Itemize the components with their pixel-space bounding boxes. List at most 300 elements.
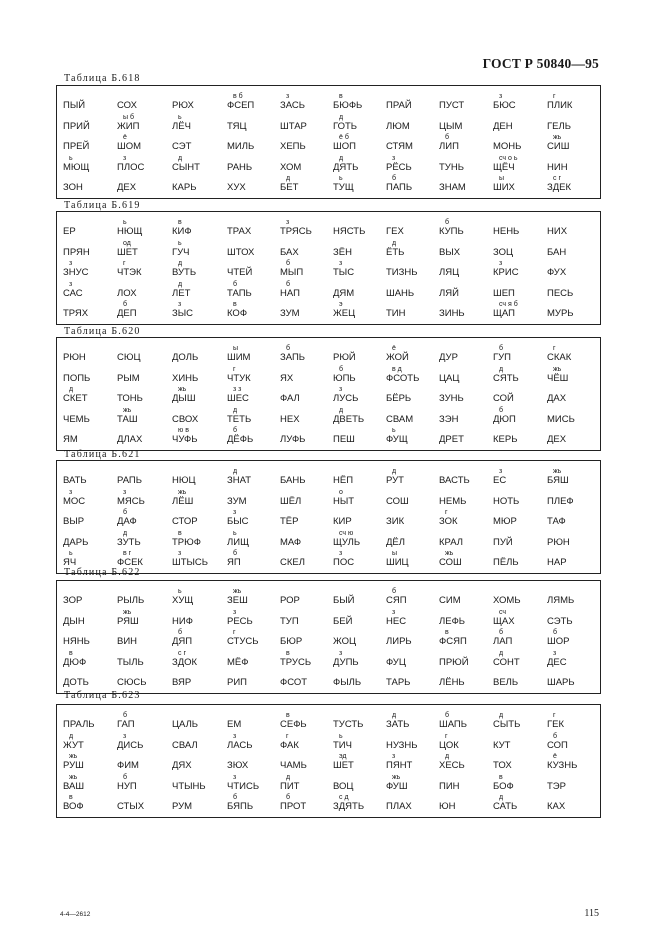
word-text: КУПЬ [439,226,464,237]
word-cell [333,732,393,752]
word-text: ЛЮМ [386,120,410,132]
word-text: НЯНЬ [63,636,90,647]
word-text: РУМ [172,801,193,812]
word-cell [439,434,499,446]
word-text: ТУП [280,615,299,627]
word-text: ВЯР [172,677,192,688]
word-cell [117,434,177,446]
word-text: ШЕТ [117,246,138,258]
word-text: БЫЙ [333,595,355,606]
word-cell [172,740,232,752]
word-cell [117,100,177,112]
word-text: ТРАХ [227,226,252,237]
word-text: СЫНТ [172,161,200,173]
word-cell [493,608,553,628]
word-cell [439,801,499,813]
word-cell [333,247,393,259]
word-text: НЕНЬ [493,226,520,237]
word-cell [547,93,607,112]
word-text: ЛЁНЬ [439,677,465,688]
word-cell [386,365,446,385]
transcription-mark: д [392,468,397,475]
word-text: СЮЦ [117,352,141,363]
word-cell [493,773,553,793]
word-text: ЖОЙ [386,352,409,363]
word-cell [63,488,123,508]
word-cell [172,760,232,772]
transcription-mark: б [499,629,504,636]
word-cell [333,595,393,607]
word-text: ДЕП [117,308,137,319]
word-cell [547,595,607,607]
word-text: НАП [280,287,300,299]
word-cell [439,677,499,689]
word-cell [547,616,607,628]
word-text: ГАП [117,719,135,730]
word-cell [280,712,340,731]
word-text: ЛИП [439,141,459,152]
word-cell [547,649,607,669]
word-text: ДЛАХ [117,434,143,445]
word-text: ТУЩ [333,182,354,193]
transcription-mark: з [499,468,503,475]
word-text: ЩЁЧ [493,161,515,173]
word-cell [280,636,340,648]
word-cell [117,406,177,426]
word-cell [63,649,123,669]
word-cell [547,175,607,194]
word-text: ГЕК [547,719,565,730]
word-cell [227,141,287,153]
transcription-mark: б [286,260,291,267]
word-cell [117,509,177,528]
word-text: СОХ [117,100,137,111]
word-text: ВАТЬ [63,475,87,486]
word-text: ТЫС [333,267,355,278]
word-text: КЕРЬ [493,434,518,445]
transcription-mark: б [123,301,128,308]
transcription-mark: э [339,301,343,308]
transcription-mark: г [123,260,126,267]
word-text: ДЫШ [172,393,196,404]
word-cell [280,345,340,364]
transcription-mark: сч о ь [499,154,518,162]
word-cell [227,427,287,446]
transcription-mark: д [178,280,183,288]
transcription-mark: з [286,219,290,226]
word-cell [333,352,393,364]
word-cell [547,247,607,259]
transcription-mark: з [69,260,73,267]
word-text: ЕР [63,226,76,237]
word-text: РЮН [547,536,570,548]
transcription-mark: б [392,175,397,182]
word-cell [439,496,499,508]
word-cell [333,719,393,731]
transcription-mark: в [445,629,449,636]
transcription-mark: з [233,773,237,781]
word-cell [547,434,607,446]
word-cell [227,773,287,793]
word-text: ПЛИК [547,100,573,111]
word-text: ПРАЛЬ [63,719,95,730]
word-cell [547,732,607,752]
word-cell [227,406,287,426]
transcription-mark: ё [123,134,127,141]
word-text: ТРЯСЬ [280,226,312,237]
word-cell [172,239,232,259]
transcription-mark: г [553,712,556,719]
word-cell [117,134,177,153]
transcription-mark: з [123,488,127,496]
word-cell [439,753,499,772]
word-cell [439,595,499,607]
word-text: РУШ [63,760,84,771]
word-text: ЧТУК [227,372,251,384]
transcription-mark: жь [553,468,562,475]
table-caption: Таблица Б.619 [64,200,141,211]
transcription-mark: з [178,550,182,557]
word-cell [493,468,553,487]
word-cell [547,629,607,648]
word-text: ШИЦ [386,557,409,568]
word-text: ПУСТ [439,100,465,111]
word-text: ПРАЙ [386,100,412,111]
table-row [57,649,600,669]
table-row [57,677,600,689]
word-text: ЧТЭК [117,267,142,278]
word-text: ЗЫС [172,308,194,319]
word-cell [386,740,446,752]
word-cell [172,719,232,731]
word-text: ПРЕЙ [63,141,90,152]
word-text: КОФ [227,308,248,319]
word-cell [439,509,499,528]
transcription-mark: ы [233,345,239,352]
word-text: ФАК [280,739,299,751]
word-cell [117,488,177,508]
word-text: ЗУМ [227,495,247,507]
word-cell [333,93,393,112]
transcription-mark: д [286,175,291,182]
word-cell [117,608,177,628]
word-text: ЛУСЬ [333,393,359,404]
word-cell [547,162,607,174]
word-cell [63,100,123,112]
word-table [56,211,601,325]
word-text: ЁТЬ [386,246,405,258]
transcription-mark: б [233,794,238,801]
word-cell [333,154,393,174]
word-cell [333,636,393,648]
word-cell [63,677,123,689]
word-cell [333,406,393,426]
word-text: НУЗНЬ [386,739,418,751]
transcription-mark: з [339,260,343,267]
word-text: РАПЬ [117,475,142,486]
word-cell [547,365,607,385]
word-text: ФСЕК [117,557,143,568]
word-cell [333,550,393,569]
word-text: ФУЩ [386,434,408,445]
transcription-mark: г [445,732,448,740]
word-cell [493,712,553,731]
word-cell [172,475,232,487]
transcription-mark: ь [69,550,73,557]
word-cell [493,537,553,549]
word-text: ПРИЙ [63,120,90,132]
transcription-mark: з [233,732,237,740]
word-cell [439,657,499,669]
word-text: ЧЕМЬ [63,413,90,425]
transcription-mark: д [123,529,128,537]
transcription-mark: б [123,509,128,516]
transcription-mark: б [178,629,183,636]
word-text: ШИХ [493,182,515,193]
word-text: СОНТ [493,656,520,668]
word-text: ШЕП [493,287,515,299]
word-cell [333,386,393,405]
word-text: ЮН [439,801,456,812]
word-text: СКАК [547,352,572,363]
word-cell [386,712,446,731]
word-text: ПЫЙ [63,100,86,111]
word-text: ФЫЛЬ [333,677,362,688]
word-cell [439,288,499,300]
word-cell [63,308,123,320]
word-text: ФАЛ [280,393,300,404]
word-text: СОШ [439,557,462,568]
transcription-mark: в [339,93,343,100]
word-text: ФУХ [547,267,567,278]
word-text: ТАФ [547,516,566,527]
word-text: ДЁЛ [386,536,406,548]
word-cell [227,496,287,508]
word-text: ГУП [493,352,512,363]
word-cell [227,121,287,133]
word-text: ДАФ [117,516,137,527]
word-text: ЗОР [63,595,83,606]
word-cell [117,373,177,385]
word-cell [63,352,123,364]
word-text: БАНЬ [280,475,306,486]
word-cell [547,801,607,813]
transcription-mark: б [445,712,450,719]
word-text: СВАМ [386,413,414,425]
transcription-mark: з [339,649,343,657]
word-text: ЛЕТ [172,287,191,299]
word-text: СИШ [547,141,570,152]
transcription-mark: д [69,386,74,393]
word-cell [493,516,553,528]
word-text: ТИЧ [333,739,352,751]
word-text: КИФ [172,226,192,237]
word-text: ШОМ [117,141,142,152]
transcription-mark: жь [69,773,78,781]
transcription-mark: д [339,113,344,121]
word-text: МИСЬ [547,413,575,425]
transcription-mark: д [233,406,238,414]
word-cell [63,141,123,153]
table-row [57,732,600,752]
transcription-mark: б [123,773,128,781]
word-cell [117,677,177,689]
word-text: ДЕХ [547,434,567,445]
table-row [57,345,600,364]
word-cell [280,121,340,133]
table-row [57,406,600,426]
word-text: ДУПЬ [333,656,359,668]
word-cell [386,801,446,813]
word-text: ЛЯЙ [439,287,459,299]
word-cell [172,141,232,153]
transcription-mark: с г [178,649,186,657]
word-cell [63,226,123,238]
word-text: ЗИК [386,516,405,527]
word-text: СЭТ [172,141,192,152]
transcription-mark: жь [392,773,401,781]
word-cell [117,288,177,300]
word-text: ВЕЛЬ [493,677,519,688]
word-cell [386,154,446,174]
word-text: ТИН [386,308,406,319]
word-cell [280,162,340,174]
word-cell [117,113,177,133]
word-cell [333,134,393,153]
word-cell [63,595,123,607]
word-text: ПУЙ [493,536,513,548]
word-cell [117,732,177,752]
word-cell [172,649,232,669]
word-cell [63,121,123,133]
transcription-mark: б [499,345,504,352]
word-text: СЮСЬ [117,677,147,688]
word-cell [117,773,177,793]
word-cell [280,616,340,628]
word-text: СОЙ [493,393,514,404]
word-text: МЮЩ [63,161,90,173]
word-text: ЗОН [63,182,83,193]
word-text: ЛАП [493,636,513,647]
word-text: ЗЁН [333,246,352,258]
word-cell [227,386,287,405]
word-text: ГЕЛЬ [547,120,571,132]
word-cell [117,352,177,364]
word-cell [333,516,393,528]
word-text: ЗНУС [63,267,89,278]
word-cell [386,393,446,405]
word-text: ГУЧ [172,246,190,258]
word-cell [386,308,446,320]
word-text: СЫТЬ [493,719,521,730]
word-text: ЧЁШ [547,372,569,384]
word-cell [333,175,393,194]
word-text: МЁФ [227,656,249,668]
word-cell [117,260,177,279]
word-cell [386,677,446,689]
word-text: ЧУФЬ [172,434,198,445]
word-text: ЗИНЬ [439,308,465,319]
word-cell [333,488,393,508]
word-cell [227,629,287,648]
word-cell [439,712,499,731]
word-text: ФСЕП [227,100,255,111]
transcription-mark: в [178,219,182,226]
word-cell [547,345,607,364]
word-text: ПРЮЙ [439,656,469,668]
word-text: ЕМ [227,719,242,730]
word-text: ДЮП [493,413,516,425]
word-text: ТАПЬ [227,287,252,299]
word-text: ФУШ [386,780,408,792]
word-text: ПЛЕФ [547,495,574,507]
word-text: НЮЦ [172,475,196,486]
word-text: БЮР [280,636,303,647]
transcription-mark: д [339,406,344,414]
word-cell [280,141,340,153]
transcription-mark: д [445,753,450,760]
word-cell [227,345,287,364]
word-text: ШАРЬ [547,677,575,688]
transcription-mark: з [339,550,343,557]
word-cell [172,373,232,385]
word-text: МЮР [493,516,517,527]
word-text: ЗДОК [172,656,198,668]
word-cell [493,595,553,607]
word-cell [63,753,123,772]
word-cell [280,219,340,238]
transcription-mark: з [178,301,182,308]
transcription-mark: ы [392,550,398,557]
word-text: ШОП [333,141,356,152]
transcription-mark: од [123,239,131,247]
word-cell [386,588,446,607]
word-text: ТРУСЬ [280,656,312,668]
word-text: ДЕХ [117,182,137,193]
word-cell [172,154,232,174]
word-text: ШЁЛ [280,495,302,507]
word-text: ВЫХ [439,246,461,258]
word-cell [547,516,607,528]
word-cell [493,629,553,648]
word-cell [439,134,499,153]
word-text: КИР [333,516,352,527]
table-row [57,280,600,300]
word-text: НИФ [172,615,193,627]
word-text: СТЯМ [386,141,413,152]
word-cell [386,537,446,549]
word-text: ЛЁЧ [172,120,191,132]
transcription-mark: з [553,649,557,657]
word-text: БЕТ [280,182,299,193]
word-cell [172,219,232,238]
word-text: ВИН [117,636,138,647]
word-cell [227,280,287,300]
word-text: САС [63,287,83,299]
word-table [56,704,601,818]
word-text: БЯПЬ [227,801,254,812]
word-text: ТЯЦ [227,120,247,132]
word-cell [439,629,499,648]
word-text: НИН [547,161,568,173]
word-cell [333,753,393,772]
table-row [57,260,600,279]
word-cell [493,93,553,112]
word-cell [333,616,393,628]
word-text: ХЕПЬ [280,141,306,152]
word-cell [63,247,123,259]
transcription-mark: б [233,550,238,557]
